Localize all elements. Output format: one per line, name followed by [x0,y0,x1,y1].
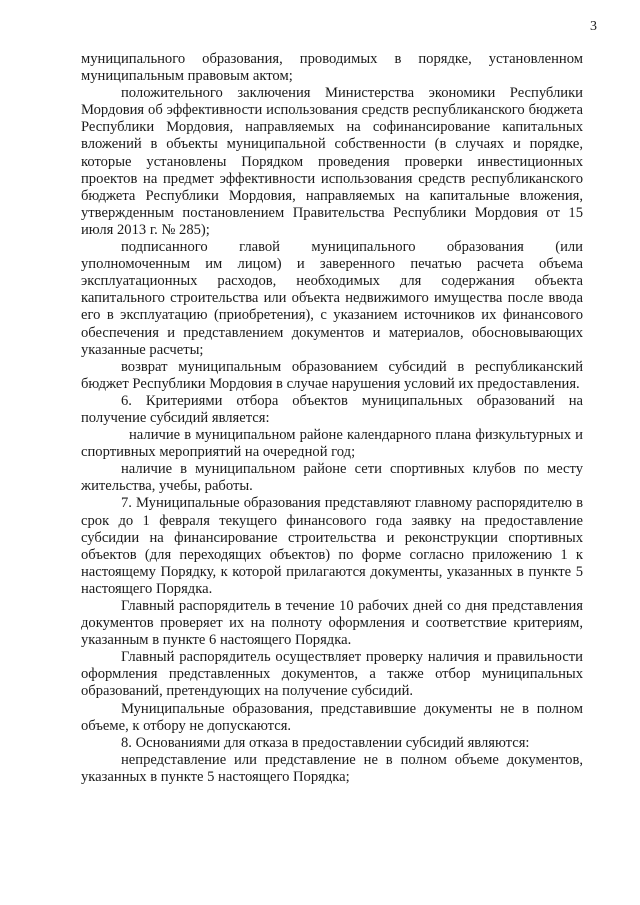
paragraph: Главный распорядитель в течение 10 рабочих дней со дня представления документов проверяет их на полноту оформления и соответствие критериям, указанным в пункте 6 настоящего Порядка. [81,598,583,649]
paragraph: положительного заключения Министерства экономики Республики Мордовия об эффективности использования средств республиканского бюджета Республики Мордовия, направляемых на софинансирование капитальных вложений в объекты муниципальной собственности (в случаях и порядке, которые установлены Порядком проведения проверки инвестиционных проектов на предмет эффективности использования средств республиканского бюджета Республики Мордовия, направляемых на капитальные вложения, утвержденным постановлением Правительства Республики Мордовия от 15 июля 2013 г. № 285); [81,85,583,238]
document-body [81,51,583,786]
page-number: 3 [590,19,597,34]
paragraph: 8. Основаниями для отказа в предоставлении субсидий являются: [121,734,530,751]
paragraph: подписанного главой муниципального образования (или уполномоченным им лицом) и заверенного печатью расчета объема эксплуатационных расходов, необходимых для содержания объекта капитального строительства или объекта недвижимого имущества после ввода его в эксплуатацию (приобретения), с указанием источников их финансового обеспечения и представлением документов и материалов, обосновывающих указанные расчеты; [81,239,583,358]
paragraph: Муниципальные образования, представившие документы не в полном объеме, к отбору не допускаются. [81,700,583,734]
paragraph: 7. Муниципальные образования представляют главному распорядителю в срок до 1 февраля текущего финансового года заявку на предоставление субсидии на финансирование строительства и реконструкции спортивных объектов (для переходящих объектов) по форме согласно приложению 1 к настоящему Порядку, к которой прилагаются документы, указанных в пункте 5 настоящего Порядка. [81,495,583,597]
paragraph: наличие в муниципальном районе сети спортивных клубов по месту жительства, учебы, работы. [81,461,583,495]
paragraph: возврат муниципальным образованием субсидий в республиканский бюджет Республики Мордовия в случае нарушения условий их предоставления. [81,358,583,392]
paragraph: 6. Критериями отбора объектов муниципальных образований на получение субсидий является: [81,392,583,426]
paragraph: Главный распорядитель осуществляет проверку наличия и правильности оформления представленных документов, а также отбор муниципальных образований, претендующих на получение субсидий. [81,649,583,700]
paragraph: непредставление или представление не в полном объеме документов, указанных в пункте 5 настоящего Порядка; [81,751,583,785]
paragraph: муниципального образования, проводимых в порядке, установленном муниципальным правовым актом; [81,51,583,85]
paragraph: наличие в муниципальном районе календарного плана физкультурных и спортивных мероприятий на очередной год; [81,427,583,461]
